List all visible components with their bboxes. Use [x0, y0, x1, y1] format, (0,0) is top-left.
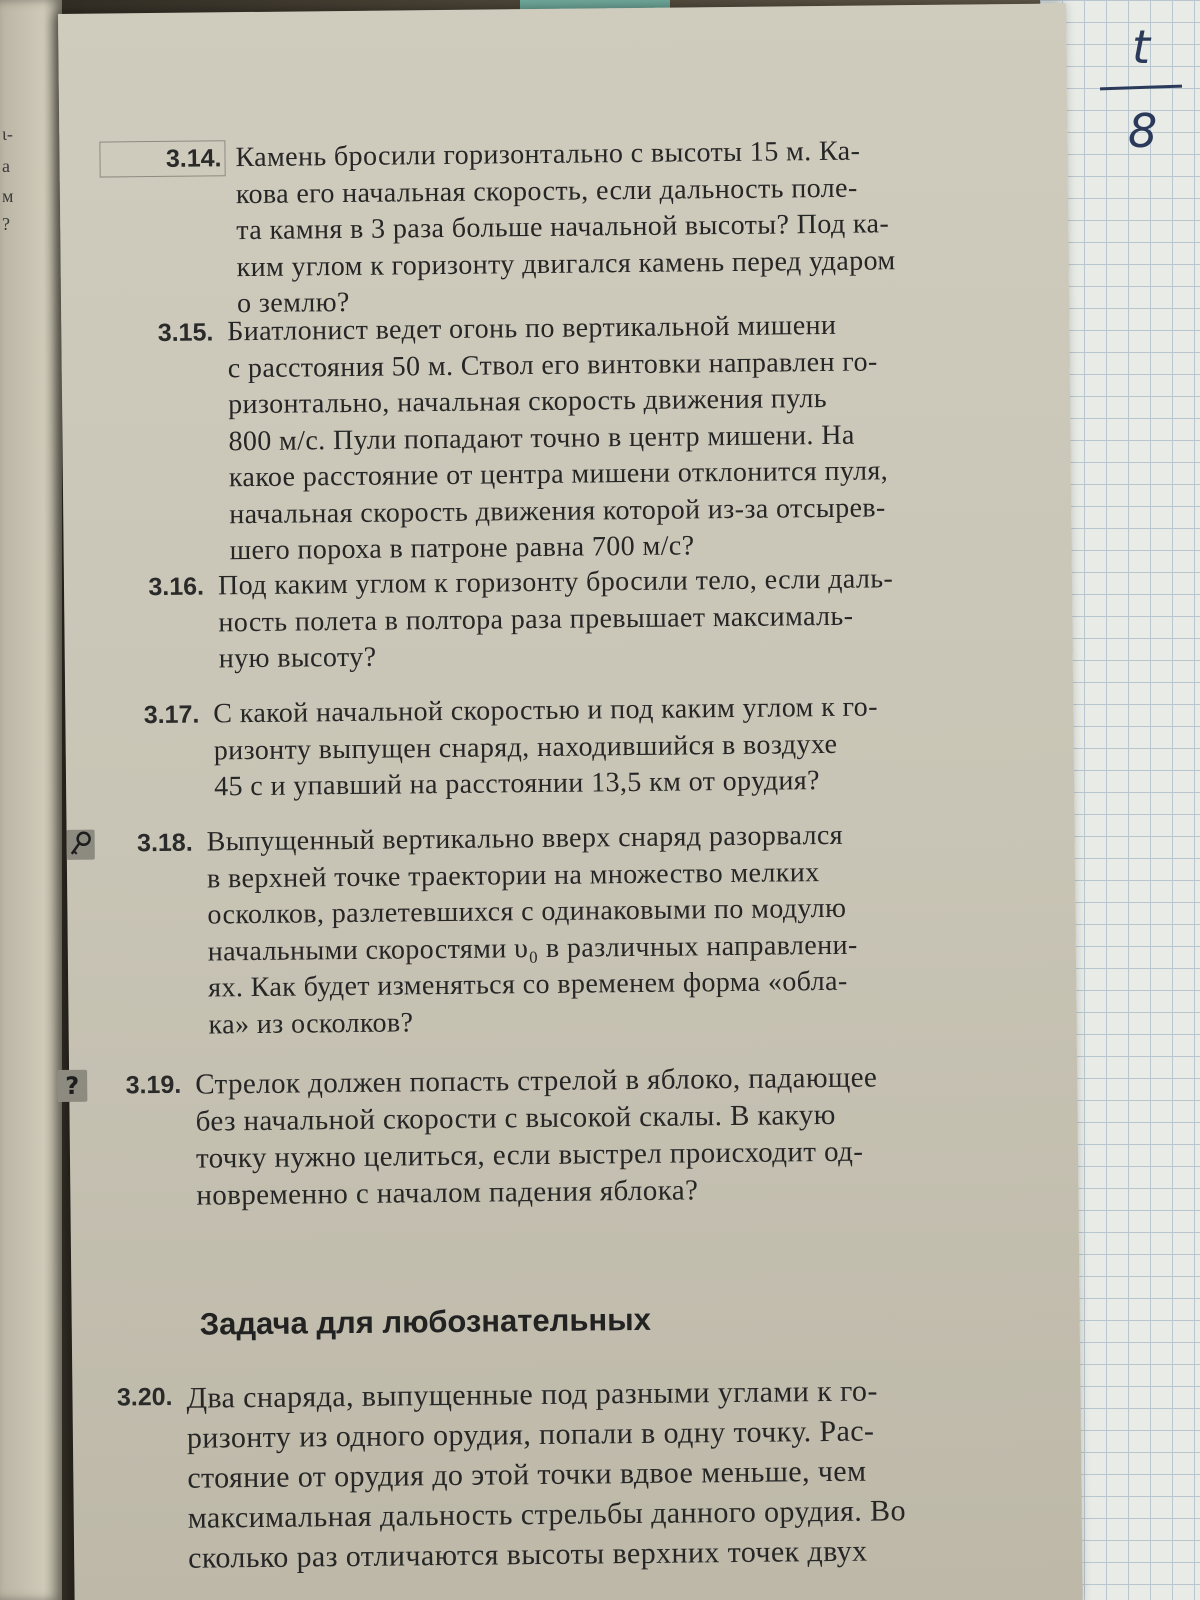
text-line: кова его начальная скорость, если дальность поле- [235, 172, 858, 210]
text-line: ризонтально, начальная скорость движения пуль [227, 382, 828, 421]
text-line: 800 м/с. Пули попадают точно в центр мишени. На [228, 419, 855, 457]
problem-3-18 [101, 817, 969, 1045]
text-line: какое расстояние от центра мишени отклонится пуля, [228, 455, 889, 494]
problem-number: 3.14. [165, 144, 222, 173]
text-line: С какой начальной скоростью и под каким углом к го- [213, 691, 878, 730]
text-line: Камень бросили горизонтально с высоты 15 м. Ка- [235, 135, 861, 174]
text-line: Выпущенный вертикально вверх снаряд разорвался [206, 819, 844, 858]
left-page-fragment: а [2, 156, 10, 176]
problem-text [218, 560, 979, 677]
text-line: ях. Как будет изменяться со временем форма «обла- [208, 965, 848, 1004]
problem-number: 3.16. [148, 572, 205, 602]
problem-text [213, 688, 974, 805]
problem-number: 3.20. [116, 1382, 173, 1412]
problem-number: 3.15. [157, 318, 214, 347]
left-page-fragment: ι- [2, 124, 13, 144]
text-line: ризонту из одного орудия, попали в одну точку. Рас- [186, 1414, 875, 1455]
left-page-fragment: ? [2, 214, 10, 234]
text-line: ную высоту? [218, 641, 377, 675]
problem-3-19 [89, 1059, 957, 1216]
problem-number: 3.19. [125, 1070, 182, 1100]
problem-text [227, 306, 990, 569]
left-page-fragment: м [2, 186, 14, 206]
text-line: Два снаряда, выпущенные под разными углами к го- [186, 1374, 878, 1415]
text-line: та камня в 3 раза больше начальной высоты? Под ка- [236, 208, 890, 247]
text-line: максимальная дальность стрельбы данного орудия. Во [187, 1494, 907, 1535]
problem-text [186, 1370, 1068, 1579]
problem-number: 3.17. [143, 700, 200, 730]
text-line: Стрелок должен попасть стрелой в яблоко, падающее [195, 1061, 878, 1101]
problem-text [206, 817, 968, 1044]
text-line: в верхней точке траектории на множество мелких [206, 856, 820, 894]
question-marker: ? [57, 1070, 87, 1102]
text-line: начальными скоростями υ₀ в различных направлени- [207, 929, 858, 967]
text-line: ризонту выпущен снаряд, находившийся в воздухе [213, 728, 838, 766]
text-line: ка» из осколков? [208, 1006, 414, 1040]
text-line: о землю? [236, 286, 350, 320]
section-title: Задача для любознательных [199, 1301, 652, 1342]
key-icon-svg [68, 830, 94, 858]
text-line: начальная скорость движения которой из-за отсырев- [229, 491, 886, 530]
textbook-page [58, 3, 1083, 1600]
problem-3-14 [129, 132, 997, 324]
text-line: новременно с началом падения яблока? [196, 1174, 699, 1212]
handwritten-note-top: t [1132, 20, 1151, 74]
text-line: 45 с и упавший на расстоянии 13,5 км от орудия? [213, 765, 821, 803]
text-line: с расстояния 50 м. Ствол его винтовки направлен го- [227, 345, 878, 384]
text-line: шего пороха в патроне равна 700 м/с? [229, 530, 695, 567]
left-page-edge [0, 0, 62, 1600]
problem-3-17 [107, 688, 974, 807]
page-content [58, 3, 1083, 1600]
text-line: стояние от орудия до этой точки вдвое меньше, чем [187, 1454, 867, 1495]
text-line: сколько раз отличаются высоты верхних точек двух [188, 1534, 868, 1575]
problem-3-16 [112, 560, 979, 679]
handwritten-note-bottom: 8 [1128, 104, 1158, 158]
problem-text [235, 132, 997, 322]
text-line: без начальной скорости с высокой скалы. В какую [195, 1098, 836, 1138]
problem-3-15 [121, 306, 990, 571]
text-line: Под каким углом к горизонту бросили тело, если даль- [217, 563, 894, 602]
text-line: Биатлонист ведет огонь по вертикальной мишени [227, 309, 837, 348]
text-line: ность полета в полтора раза превышает максималь- [218, 600, 854, 638]
text-line: осколков, разлетевшихся с одинаковыми по модулю [207, 892, 847, 931]
problem-text [195, 1059, 957, 1215]
text-line: ким углом к горизонту двигался камень перед ударом [236, 244, 896, 283]
handwritten-fraction-line [1100, 85, 1182, 91]
text-line: точку нужно целиться, если выстрел происходит од- [195, 1135, 864, 1175]
key-icon [67, 830, 95, 860]
problem-3-20 [80, 1370, 1068, 1580]
problem-number: 3.18. [136, 828, 193, 858]
